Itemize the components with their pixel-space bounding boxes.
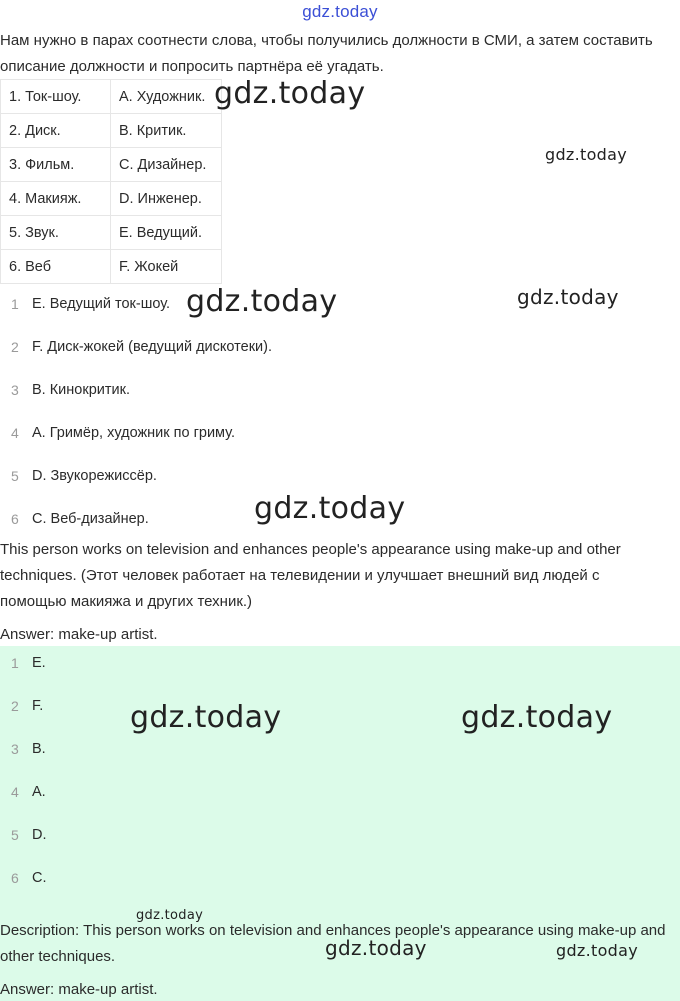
task-text: Нам нужно в парах соотнести слова, чтобы получились должности в СМИ, а затем составить описание должности и попросить партнёра её угадать.: [0, 32, 653, 75]
list-item-number: 3: [11, 741, 19, 757]
watermark: gdz.today: [325, 936, 427, 960]
list-item-number: 2: [11, 339, 19, 355]
list-item-number: 1: [11, 655, 19, 671]
watermark: gdz.today: [130, 700, 282, 735]
table-row: [1, 114, 222, 148]
list-item-number: 6: [11, 511, 19, 527]
list-item-number: 4: [11, 425, 19, 441]
table-cell-left: 3. Фильм.: [1, 148, 111, 182]
table-cell-left: 5. Звук.: [1, 216, 111, 250]
matching-table: [0, 79, 222, 284]
description-text: Description: This person works on television and enhances people's appearance using make-up and other techniques.: [0, 922, 666, 965]
watermark: gdz.today: [186, 284, 338, 319]
list-item-text: C.: [32, 870, 47, 886]
watermark: gdz.today: [545, 145, 627, 164]
list-item-number: 6: [11, 870, 19, 886]
table-cell-left: 4. Макияж.: [1, 182, 111, 216]
table-row: [1, 80, 222, 114]
list-item-text: C. Веб-дизайнер.: [32, 511, 149, 527]
list-item-number: 1: [11, 296, 19, 312]
list-item-text: D. Звукорежиссёр.: [32, 468, 157, 484]
table-cell-left: 2. Диск.: [1, 114, 111, 148]
watermark: gdz.today: [517, 285, 619, 309]
table-row: [1, 216, 222, 250]
list-item-text: B.: [32, 741, 46, 757]
table-cell-right: B. Критик.: [111, 114, 222, 148]
list-item-number: 4: [11, 784, 19, 800]
watermark: gdz.today: [556, 941, 638, 960]
watermark: gdz.today: [214, 76, 366, 111]
list-item-text: A. Гримёр, художник по гриму.: [32, 425, 235, 441]
table-cell-right: A. Художник.: [111, 80, 222, 114]
table-cell-right: C. Дизайнер.: [111, 148, 222, 182]
watermark: gdz.today: [254, 491, 406, 526]
list-item-text: E.: [32, 655, 46, 671]
list-item-number: 3: [11, 382, 19, 398]
answer-text: Answer: make-up artist.: [0, 981, 158, 998]
table-cell-right: F. Жокей: [111, 250, 222, 284]
list-item-text: E. Ведущий ток-шоу.: [32, 296, 171, 312]
table-cell-left: 1. Ток-шоу.: [1, 80, 111, 114]
table-row: [1, 250, 222, 284]
list-item-text: F.: [32, 698, 44, 714]
list-item-text: A.: [32, 784, 46, 800]
watermark: gdz.today: [461, 700, 613, 735]
watermark: gdz.today: [136, 908, 204, 923]
list-item-text: F. Диск-жокей (ведущий дискотеки).: [32, 339, 273, 355]
table-cell-right: D. Инженер.: [111, 182, 222, 216]
list-item-text: B. Кинокритик.: [32, 382, 130, 398]
table-row: [1, 148, 222, 182]
list-item-number: 2: [11, 698, 19, 714]
description-text: This person works on television and enhances people's appearance using make-up and other techniques. (Этот человек работает на телевидении и улучшает внешний вид людей с помощью макияжа и других техник.): [0, 541, 621, 610]
list-item-number: 5: [11, 827, 19, 843]
answer-text: Answer: make-up artist.: [0, 626, 158, 643]
top-watermark: gdz.today: [302, 2, 378, 21]
table-cell-right: E. Ведущий.: [111, 216, 222, 250]
list-item-number: 5: [11, 468, 19, 484]
table-cell-left: 6. Веб: [1, 250, 111, 284]
table-row: [1, 182, 222, 216]
list-item-text: D.: [32, 827, 47, 843]
